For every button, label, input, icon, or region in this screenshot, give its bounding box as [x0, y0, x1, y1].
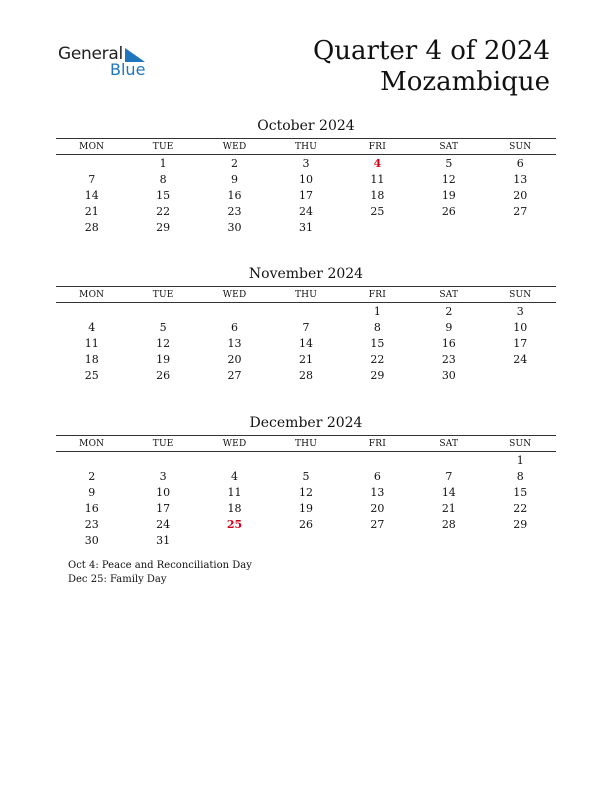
day-cell: 16 [84, 502, 99, 515]
holiday-day-cell: 4 [373, 157, 382, 170]
day-cell: 8 [373, 321, 381, 334]
day-cell: 2 [231, 157, 239, 170]
month-november [56, 265, 556, 384]
empty-day-cell [56, 304, 127, 320]
weekday-header-row [56, 138, 556, 155]
day-cell: 13 [227, 337, 242, 350]
day-cell: 29 [370, 369, 385, 382]
month-title: November 2024 [248, 266, 364, 282]
day-cell: 2 [88, 470, 96, 483]
day-cell: 26 [441, 205, 456, 218]
week-row [56, 156, 556, 172]
week-row [56, 501, 556, 517]
weekday-header: WED [222, 438, 247, 449]
day-cell: 5 [159, 321, 167, 334]
day-cell: 19 [156, 353, 171, 366]
day-cell: 13 [370, 486, 385, 499]
day-cell: 16 [441, 337, 456, 350]
weekday-header-row [56, 435, 556, 452]
day-cell: 3 [159, 470, 167, 483]
day-cell: 22 [370, 353, 385, 366]
week-row [56, 320, 556, 336]
day-cell: 21 [298, 353, 313, 366]
day-cell: 4 [88, 321, 96, 334]
weekday-header: SAT [439, 438, 459, 449]
brand-logo [58, 44, 158, 80]
empty-day-cell [270, 453, 341, 469]
weekday-header-row [56, 286, 556, 303]
page-title: Quarter 4 of 2024 [312, 36, 550, 66]
day-cell: 14 [298, 337, 313, 350]
day-cell: 1 [516, 454, 524, 467]
day-cell: 5 [445, 157, 453, 170]
weekday-header: SAT [439, 289, 459, 300]
day-cell: 11 [84, 337, 99, 350]
week-row [56, 533, 556, 549]
weekday-header: THU [294, 141, 317, 152]
day-cell: 18 [370, 189, 385, 202]
empty-day-cell [199, 304, 270, 320]
day-cell: 3 [516, 305, 524, 318]
weekday-header: MON [79, 289, 105, 300]
day-cell: 20 [513, 189, 528, 202]
day-cell: 14 [441, 486, 456, 499]
day-cell: 8 [516, 470, 524, 483]
day-cell: 21 [84, 205, 99, 218]
day-cell: 7 [445, 470, 453, 483]
day-cell: 11 [227, 486, 242, 499]
day-cell: 23 [441, 353, 456, 366]
day-cell: 1 [373, 305, 381, 318]
month-december [56, 414, 556, 549]
day-cell: 6 [373, 470, 381, 483]
empty-day-cell [342, 453, 413, 469]
empty-day-cell [270, 533, 341, 549]
empty-day-cell [413, 220, 484, 236]
day-cell: 22 [156, 205, 171, 218]
day-cell: 19 [298, 502, 313, 515]
day-cell: 18 [227, 502, 242, 515]
day-cell: 26 [156, 369, 171, 382]
day-cell: 20 [227, 353, 242, 366]
day-cell: 13 [513, 173, 528, 186]
day-cell: 22 [513, 502, 528, 515]
day-cell: 18 [84, 353, 99, 366]
weekday-header: TUE [152, 438, 174, 449]
day-cell: 4 [231, 470, 239, 483]
day-cell: 10 [513, 321, 528, 334]
empty-day-cell [485, 368, 556, 384]
week-row [56, 453, 556, 469]
day-cell: 7 [88, 173, 96, 186]
day-cell: 9 [445, 321, 453, 334]
day-cell: 14 [84, 189, 99, 202]
day-cell: 21 [441, 502, 456, 515]
week-row [56, 204, 556, 220]
day-cell: 17 [298, 189, 313, 202]
day-cell: 12 [298, 486, 313, 499]
day-cell: 28 [298, 369, 313, 382]
day-cell: 15 [513, 486, 528, 499]
logo-word-blue: Blue [110, 60, 146, 79]
week-row [56, 172, 556, 188]
day-cell: 31 [298, 221, 313, 234]
day-cell: 8 [159, 173, 167, 186]
weekday-header: MON [79, 438, 105, 449]
day-cell: 9 [231, 173, 239, 186]
day-cell: 30 [441, 369, 456, 382]
week-row [56, 469, 556, 485]
weekday-header: WED [222, 289, 247, 300]
day-cell: 30 [227, 221, 242, 234]
day-cell: 31 [156, 534, 171, 547]
empty-day-cell [485, 220, 556, 236]
logo-word-general: General [58, 44, 123, 64]
week-row [56, 188, 556, 204]
week-row [56, 368, 556, 384]
empty-day-cell [56, 453, 127, 469]
weeks-container [56, 304, 556, 384]
day-cell: 16 [227, 189, 242, 202]
holiday-note: Oct 4: Peace and Reconciliation Day [68, 560, 252, 571]
empty-day-cell [127, 453, 198, 469]
holiday-notes [68, 559, 252, 587]
day-cell: 28 [441, 518, 456, 531]
day-cell: 17 [513, 337, 528, 350]
weekday-header: THU [294, 289, 317, 300]
day-cell: 27 [370, 518, 385, 531]
day-cell: 24 [298, 205, 313, 218]
weeks-container [56, 156, 556, 236]
day-cell: 15 [156, 189, 171, 202]
day-cell: 23 [84, 518, 99, 531]
day-cell: 25 [370, 205, 385, 218]
day-cell: 9 [88, 486, 96, 499]
day-cell: 29 [513, 518, 528, 531]
empty-day-cell [199, 453, 270, 469]
week-row [56, 352, 556, 368]
day-cell: 6 [231, 321, 239, 334]
day-cell: 7 [302, 321, 310, 334]
empty-day-cell [342, 533, 413, 549]
day-cell: 27 [227, 369, 242, 382]
weekday-header: FRI [368, 141, 386, 152]
day-cell: 25 [84, 369, 99, 382]
day-cell: 27 [513, 205, 528, 218]
week-row [56, 220, 556, 236]
day-cell: 11 [370, 173, 385, 186]
weekday-header: TUE [152, 141, 174, 152]
weekday-header: TUE [152, 289, 174, 300]
empty-day-cell [413, 533, 484, 549]
day-cell: 20 [370, 502, 385, 515]
day-cell: 2 [445, 305, 453, 318]
day-cell: 12 [441, 173, 456, 186]
holiday-day-cell: 25 [226, 518, 243, 531]
empty-day-cell [127, 304, 198, 320]
day-cell: 1 [159, 157, 167, 170]
week-row [56, 517, 556, 533]
day-cell: 30 [84, 534, 99, 547]
holiday-note: Dec 25: Family Day [68, 574, 167, 585]
day-cell: 23 [227, 205, 242, 218]
weekday-header: SUN [509, 141, 532, 152]
week-row [56, 336, 556, 352]
weekday-header: SUN [509, 289, 532, 300]
day-cell: 15 [370, 337, 385, 350]
day-cell: 19 [441, 189, 456, 202]
day-cell: 29 [156, 221, 171, 234]
weekday-header: SAT [439, 141, 459, 152]
day-cell: 3 [302, 157, 310, 170]
day-cell: 28 [84, 221, 99, 234]
empty-day-cell [270, 304, 341, 320]
page-subtitle: Mozambique [380, 67, 550, 97]
empty-day-cell [413, 453, 484, 469]
empty-day-cell [342, 220, 413, 236]
month-october [56, 117, 556, 236]
day-cell: 10 [298, 173, 313, 186]
empty-day-cell [485, 533, 556, 549]
weekday-header: SUN [509, 438, 532, 449]
day-cell: 26 [298, 518, 313, 531]
day-cell: 24 [513, 353, 528, 366]
weekday-header: FRI [368, 289, 386, 300]
week-row [56, 304, 556, 320]
title-block [313, 36, 550, 98]
day-cell: 24 [156, 518, 171, 531]
weekday-header: MON [79, 141, 105, 152]
week-row [56, 485, 556, 501]
day-cell: 5 [302, 470, 310, 483]
day-cell: 17 [156, 502, 171, 515]
empty-day-cell [199, 533, 270, 549]
empty-day-cell [56, 156, 127, 172]
month-title: December 2024 [249, 415, 363, 431]
month-title: October 2024 [257, 118, 355, 134]
day-cell: 10 [156, 486, 171, 499]
day-cell: 12 [156, 337, 171, 350]
weekday-header: WED [222, 141, 247, 152]
weekday-header: FRI [368, 438, 386, 449]
day-cell: 6 [516, 157, 524, 170]
weeks-container [56, 453, 556, 549]
weekday-header: THU [294, 438, 317, 449]
